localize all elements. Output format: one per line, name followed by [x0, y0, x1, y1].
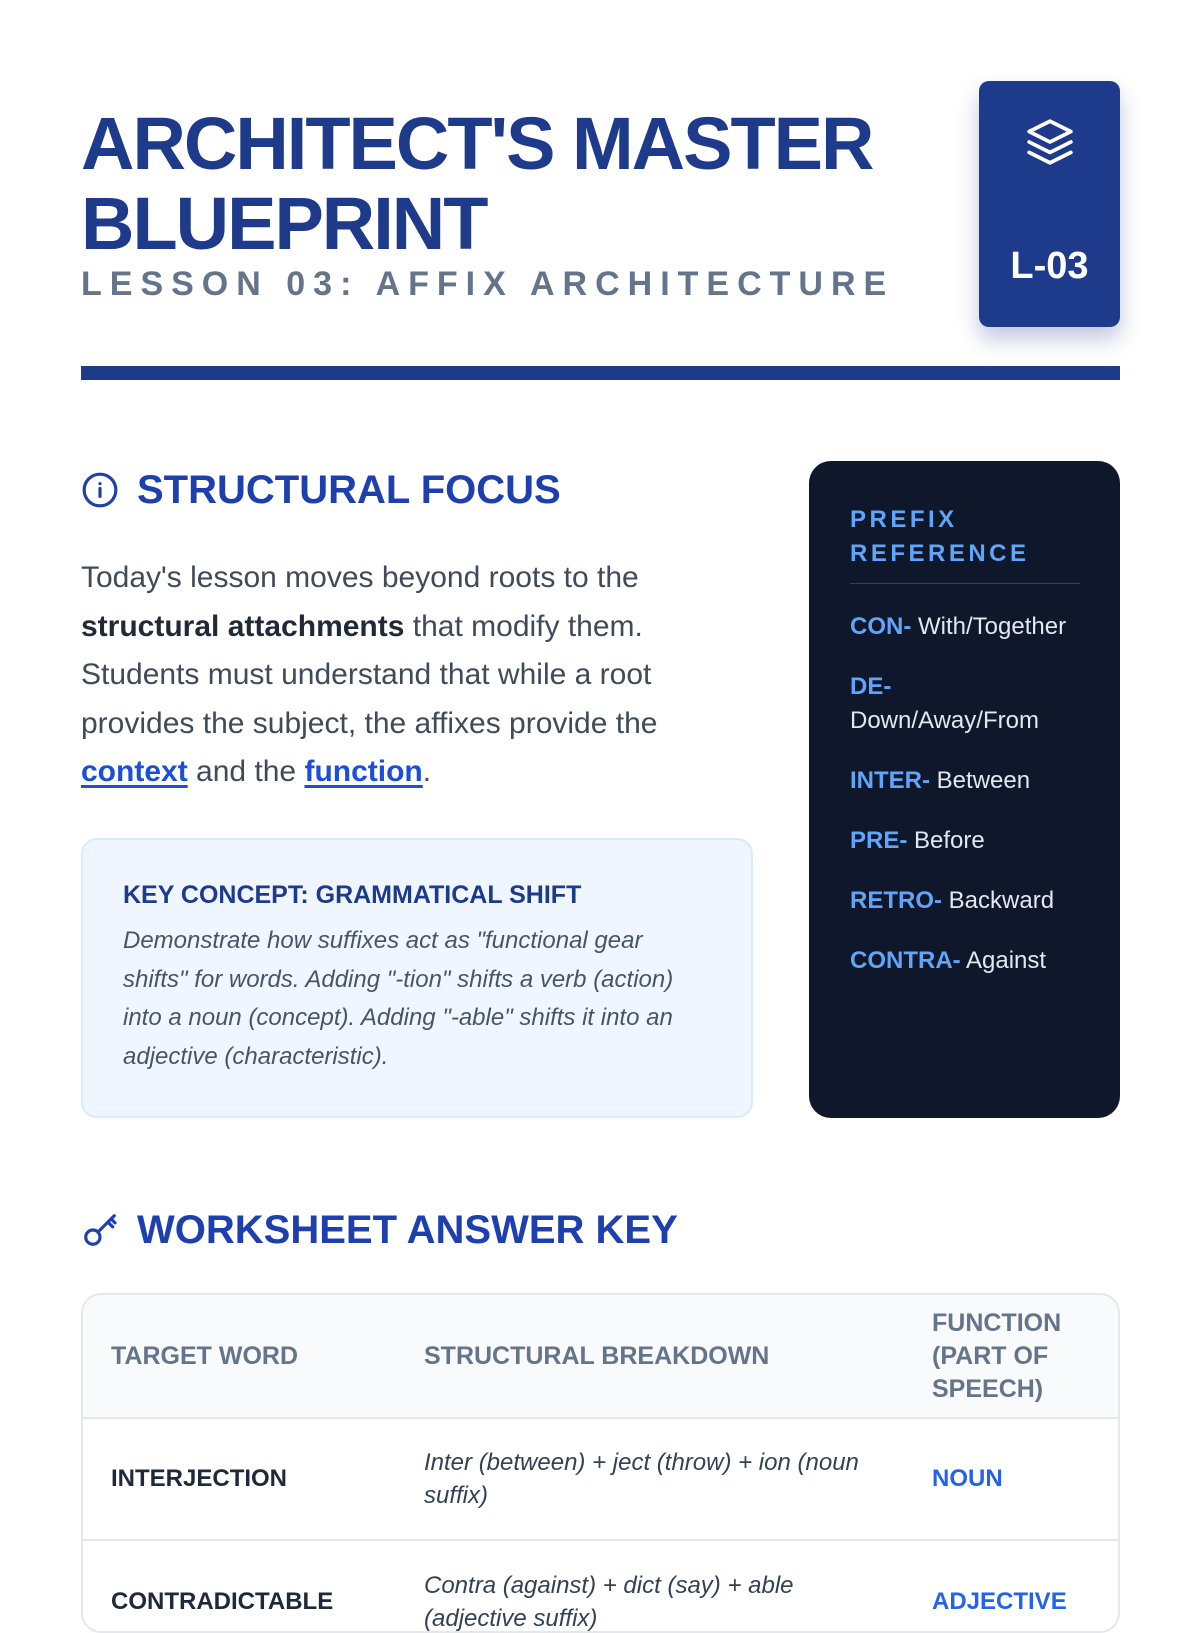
prefix-term: INTER-: [850, 767, 930, 794]
answer-key-table: [81, 1293, 1120, 1633]
table-row: [83, 1540, 1118, 1633]
answer-key-heading: [81, 1206, 678, 1254]
section-title: WORKSHEET ANSWER KEY: [137, 1208, 678, 1252]
column-header: STRUCTURAL BREAKDOWN: [424, 1341, 770, 1370]
prefix-reference-heading: PREFIX REFERENCE: [850, 503, 1080, 584]
prefix-item: [850, 610, 1080, 644]
header-divider: [81, 366, 1120, 380]
prefix-meaning: Backward: [948, 887, 1055, 914]
lesson-badge: [979, 81, 1120, 327]
page-title: ARCHITECT'S MASTER BLUEPRINT: [81, 102, 873, 265]
prefix-item: [850, 670, 1080, 738]
layers-icon: [1024, 117, 1076, 167]
lesson-code: L-03: [1010, 245, 1089, 287]
prefix-item: [850, 764, 1080, 798]
key-icon: [81, 1211, 119, 1249]
prefix-item: [850, 944, 1080, 978]
prefix-meaning: Against: [966, 947, 1047, 974]
column-header: TARGET WORD: [111, 1341, 299, 1370]
prefix-item: [850, 824, 1080, 858]
structural-breakdown: Inter (between) + ject (throw) + ion (noun suffix): [424, 1449, 859, 1509]
table-header-row: [83, 1295, 1118, 1418]
table-row: [83, 1418, 1118, 1540]
structural-breakdown: Contra (against) + dict (say) + able (adjective suffix): [424, 1571, 794, 1632]
prefix-term: RETRO-: [850, 887, 942, 914]
prefix-term: DE-: [850, 673, 892, 700]
prefix-reference-panel: [809, 461, 1120, 1118]
prefix-term: PRE-: [850, 827, 908, 854]
section-title: STRUCTURAL FOCUS: [137, 468, 561, 512]
paragraph-text: Today's lesson moves beyond roots to the: [81, 561, 639, 594]
target-word: INTERJECTION: [111, 1465, 288, 1492]
prefix-meaning: Before: [914, 827, 985, 854]
prefix-meaning: Down/Away/From: [850, 707, 1039, 734]
key-concept-title: KEY CONCEPT: GRAMMATICAL SHIFT: [123, 881, 582, 909]
target-word: CONTRADICTABLE: [111, 1587, 334, 1615]
part-of-speech: ADJECTIVE: [932, 1587, 1067, 1615]
context-link[interactable]: context: [81, 755, 188, 788]
paragraph-text: and the: [187, 755, 305, 788]
prefix-list: [850, 610, 1080, 978]
focus-paragraph: [81, 554, 751, 797]
key-concept-box: [81, 838, 753, 1118]
key-concept-text: Demonstrate how suffixes act as "functional gear shifts" for words. Adding "-tion" shifts a verb (action) into a noun (concept). Adding "-able" shifts it into an adjective (characteristic).: [123, 927, 674, 1070]
column-header: FUNCTION (PART OF SPEECH): [932, 1308, 1062, 1403]
prefix-item: [850, 884, 1080, 918]
paragraph-text: .: [422, 755, 432, 788]
prefix-term: CON-: [850, 613, 912, 640]
structural-focus-heading: [81, 466, 561, 514]
prefix-meaning: With/Together: [918, 613, 1067, 640]
paragraph-text: that modify them. Students must understand that while a root provides the subject, the affixes provide the: [81, 609, 658, 740]
paragraph-emphasis: structural attachments: [81, 609, 405, 643]
function-link[interactable]: function: [304, 755, 423, 788]
info-icon: [81, 471, 119, 509]
prefix-term: CONTRA-: [850, 947, 961, 974]
prefix-meaning: Between: [936, 767, 1031, 794]
lesson-subtitle: LESSON 03: AFFIX ARCHITECTURE: [81, 265, 895, 303]
part-of-speech: NOUN: [932, 1465, 1003, 1492]
